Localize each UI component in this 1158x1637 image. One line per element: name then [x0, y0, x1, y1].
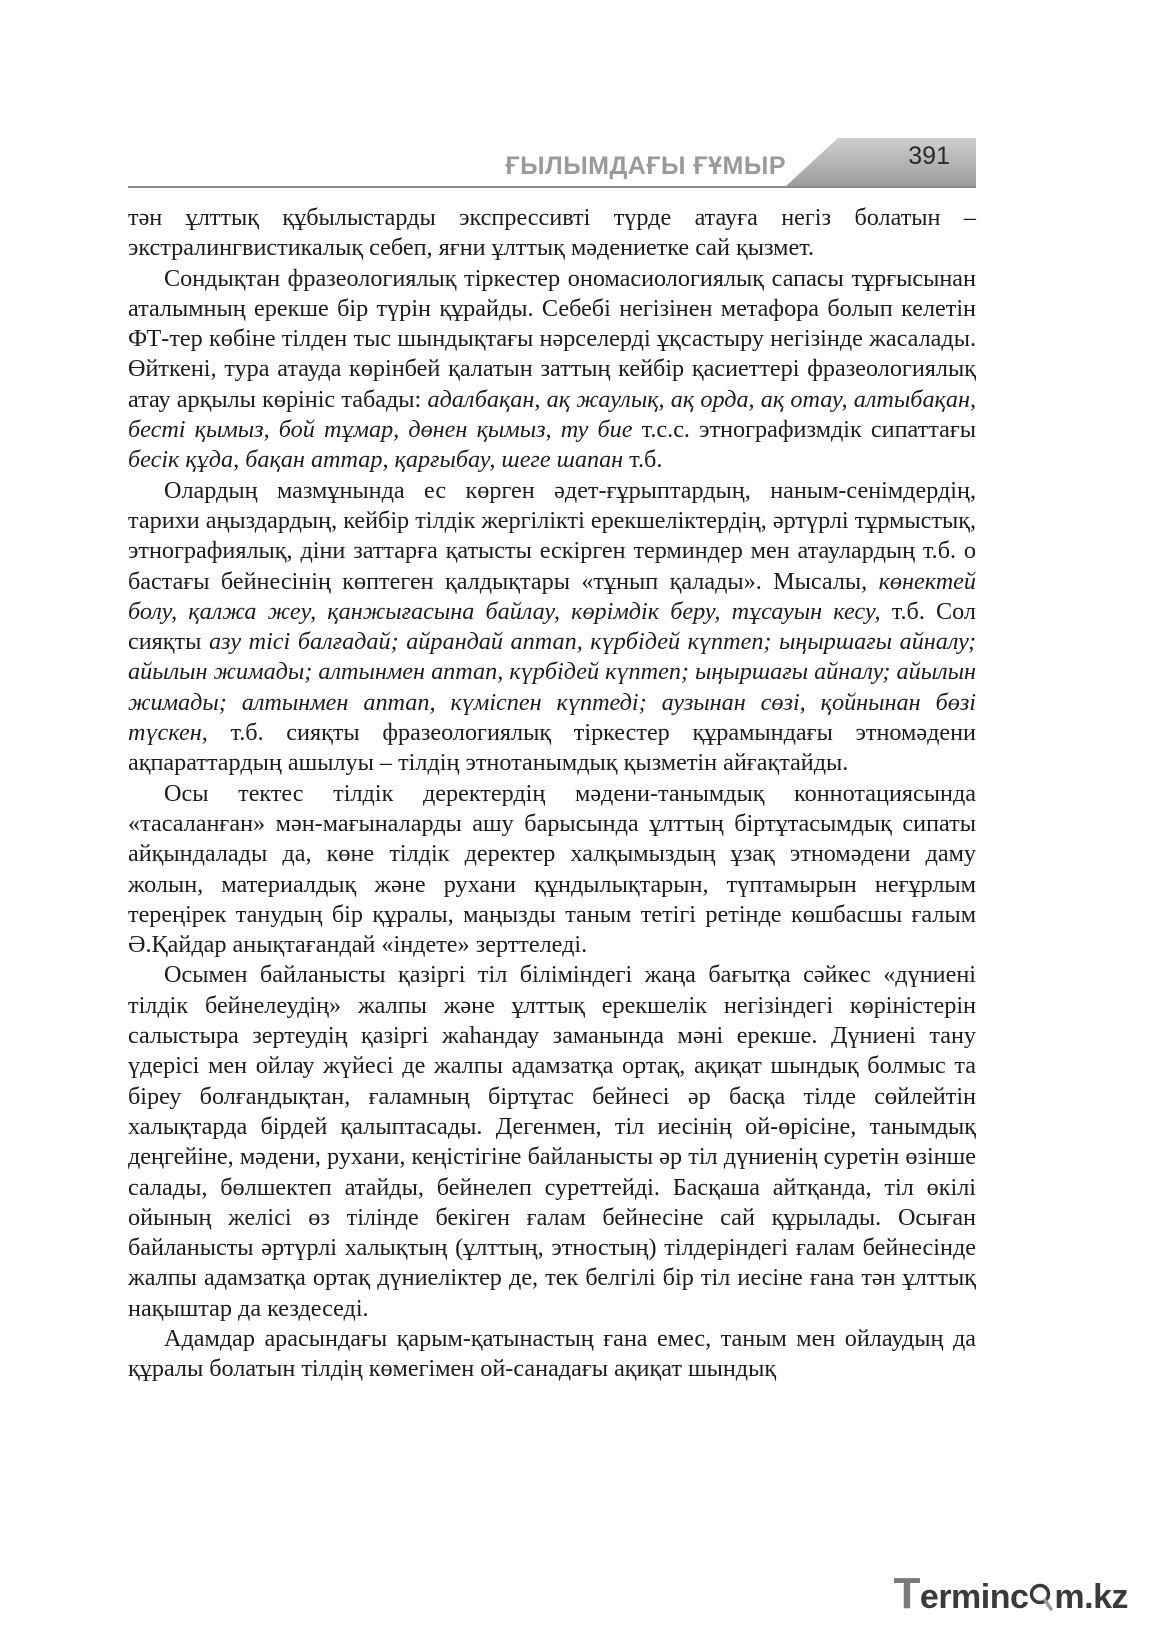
page-header [128, 138, 976, 188]
text-run: Адамдар арасындағы қарым-қатынастың ғана емес, таным мен ойлаудың да құралы болатын тілдің көмегімен ой-санадағы ақиқат шындық [128, 1324, 976, 1383]
italic-example: азу тісі балғадай; айрандай аптап, күрбідей күптеп; ыңыршағы айналу; айылын жимады; алтынмен аптап, күрбідей күптеп; ыңыршағы айналу; айылын жимады; алтынмен аптап, күміспен күптеді; аузынан сөзі, қойнынан бөзі түскен, [128, 628, 977, 747]
text-run: тән ұлттық құбылыстарды экспрессивті түрде атауға негіз болатын – экстралингвистикалық себеп, яғни ұлттық мәдениетке сай қызмет. [128, 204, 976, 262]
paragraph [128, 779, 976, 961]
text-run: Олардың мазмұнында ес көрген әдет-ғұрыптардың, наным-сенімдердің, тарихи аңыздардың, кейбір тілдік жергілікті ерекшеліктердің, әртүрлі тұрмыстық, этнографиялық, діни заттарға қатысты ескірген терминдер мен атаулардың т.б. о бастағы бейнесінің көптеген қалдықтары «тұнып қалады». Мысалы, [128, 476, 976, 595]
watermark-letter: T [893, 1569, 920, 1618]
text-run: Осымен байланысты қазіргі тіл біліміндегі жаңа бағытқа сәйкес «дүниені тілдік бейнелеудің» жалпы және ұлттық ерекшелік негізіндегі көріністерін салыстыра зертеудің қазіргі жаһандау заманында мәні ерекше. Дүниені тану үдерісі мен ойлау жүйесі де жалпы адамзатқа ортақ, ақиқат шындық болмыс та біреу болғандықтан, ғаламның біртұтас бейнесі әр басқа тілде сөйлейтін халықтарда бірдей қалыптасады. Дегенмен, тіл иесінің ой-өрісіне, танымдық деңгейіне, мәдени, рухани, кеңістігіне байланысты әр тіл дүниенің суретін өзінше салады, бөлшектеп атайды, бейнелеп суреттейді. Басқаша айтқанда, тіл өкілі ойының желісі өз тілінде бекіген ғалам бейнесіне сай құрылады. Осыған байланысты әртүрлі халықтың (ұлттың, этностың) тілдеріндегі ғалам бейнесінде жалпы адамзатқа ортақ дүниеліктер де, тек белгілі бір тіл иесіне ғана тән ұлттық нақыштар да кездеседі. [128, 961, 976, 1322]
paragraph [128, 264, 976, 476]
italic-example: адалбақан, ақ жаулық, ақ орда, ақ отау, алтыбақан, бесті қымыз, бой тұмар, дөнен қымыз, ту бие [128, 385, 976, 444]
running-title: ҒЫЛЫМДАҒЫ ҒҰМЫР [505, 152, 786, 180]
watermark-text: erminc [919, 1578, 1029, 1616]
paragraph [128, 476, 976, 779]
text-run: т.б. сияқты фразеологиялық тіркестер құрамындағы этномәдени ақпараттардың ашылуы – тілдің этнотанымдық қызметін айғақтайды. [128, 719, 976, 777]
paragraph [128, 960, 976, 1324]
site-watermark [894, 1569, 1128, 1619]
page-number: 391 [908, 142, 950, 170]
italic-example: көнектей болу, қалжа жеу, қанжығасына байлау, көрімдік беру, тұсауын кесу, [128, 567, 976, 625]
text-run: т.б. Сол сияқты [128, 597, 976, 656]
watermark-domain: m.kz [1054, 1578, 1128, 1616]
paragraph [128, 203, 976, 264]
text-run: Осы тектес тілдік деректердің мәдени-танымдық коннотациясында «тасаланған» мән-мағыналарды ашу барысында ұлттың біртұтасымдық сипаты айқындалады да, көне тілдік деректер халқымыздың ұзақ этномәдени даму жолын, материалдық және рухани құндылықтарын, түптамырын неғұрлым тереңірек танудың бір құралы, маңызды таным тетігі ретінде көшбасшы ғалым Ә.Қайдар анықтағандай «індете» зерттеледі. [128, 779, 976, 959]
italic-example: бесік құда, бақан аттар, қарғыбау, шеге шапан [128, 446, 624, 474]
header-rule [128, 186, 976, 188]
main-text [128, 203, 976, 1385]
text-run: Сондықтан фразеологиялық тіркестер ономасиологиялық сапасы тұрғысынан аталымның ерекше бір түрін құрайды. Себебі негізінен метафора болып келетін ФТ-тер көбіне тілден тыс шындықтағы нәрселерді ұқсастыру негізінде жасалады. Өйткені, тура атауда көрінбей қалатын заттың кейбір қасиеттері фразеологиялық атау арқылы көрініс табады: [128, 264, 976, 413]
paragraph [128, 1324, 976, 1385]
text-run: т.с.с. этнографизмдік сипаттағы [632, 416, 977, 444]
text-run: т.б. [623, 446, 663, 474]
magnifier-icon [1028, 1582, 1054, 1612]
